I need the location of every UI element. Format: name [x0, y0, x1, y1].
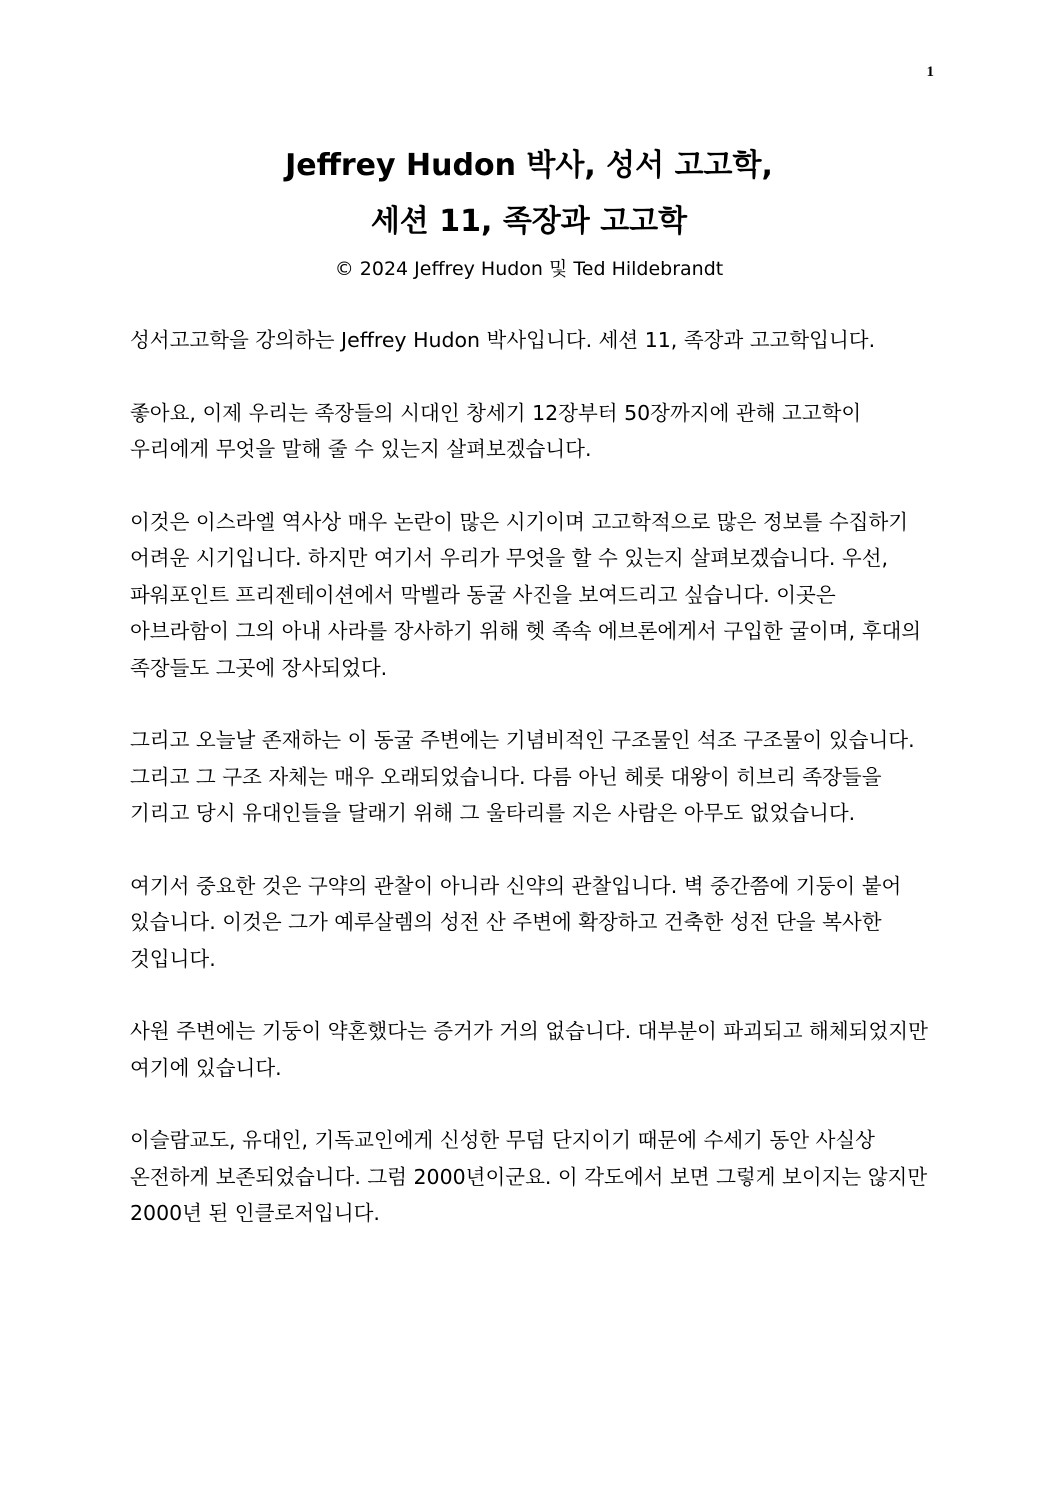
paragraph: 사원 주변에는 기둥이 약혼했다는 증거가 거의 없습니다. 대부분이 파괴되고 해체되었지만 여기에 있습니다. — [130, 1019, 928, 1080]
copyright-notice: © 2024 Jeffrey Hudon 및 Ted Hildebrandt — [334, 258, 724, 280]
title-line-2: 세션 11, 족장과 고고학 — [370, 204, 688, 239]
paragraph: 이슬람교도, 유대인, 기독교인에게 신성한 무덤 단지이기 때문에 수세기 동안 사실상 온전하게 보존되었습니다. 그럼 2000년이군요. 이 각도에서 보면 그렇게 보이지는 않지만 2000년 된 인클로저입니다. — [130, 1128, 928, 1225]
document-header — [0, 138, 1058, 284]
title-line-1: Jeffrey Hudon 박사, 성서 고고학, — [285, 148, 773, 183]
paragraph: 그리고 오늘날 존재하는 이 동굴 주변에는 기념비적인 구조물인 석조 구조물이 있습니다. 그리고 그 구조 자체는 매우 오래되었습니다. 다름 아닌 헤롯 대왕이 히브리 족장들을 기리고 당시 유대인들을 달래기 위해 그 울타리를 지은 사람은 아무도 없었습니다. — [130, 728, 915, 825]
paragraph: 이것은 이스라엘 역사상 매우 논란이 많은 시기이며 고고학적으로 많은 정보를 수집하기 어려운 시기입니다. 하지만 여기서 우리가 무엇을 할 수 있는지 살펴보겠습니다. 우선, 파워포인트 프리젠테이션에서 막벨라 동굴 사진을 보여드리고 싶습니다. 이곳은 아브라함이 그의 아내 사라를 장사하기 위해 헷 족속 에브론에게서 구입한 굴이며, 후대의 족장들도 그곳에 장사되었다. — [130, 509, 922, 680]
paragraph: 좋아요, 이제 우리는 족장들의 시대인 창세기 12장부터 50장까지에 관해 고고학이 우리에게 무엇을 말해 줄 수 있는지 살펴보겠습니다. — [130, 400, 862, 461]
page-number: 1 — [926, 64, 934, 80]
transcript-body — [130, 322, 928, 1268]
paragraph-intro: 성서고고학을 강의하는 Jeffrey Hudon 박사입니다. 세션 11, 족장과 고고학입니다. — [130, 328, 876, 352]
paragraph: 여기서 중요한 것은 구약의 관찰이 아니라 신약의 관찰입니다. 벽 중간쯤에 기둥이 붙어 있습니다. 이것은 그가 예루살렘의 성전 산 주변에 확장하고 건축한 성전 단을 복사한 것입니다. — [130, 873, 902, 971]
